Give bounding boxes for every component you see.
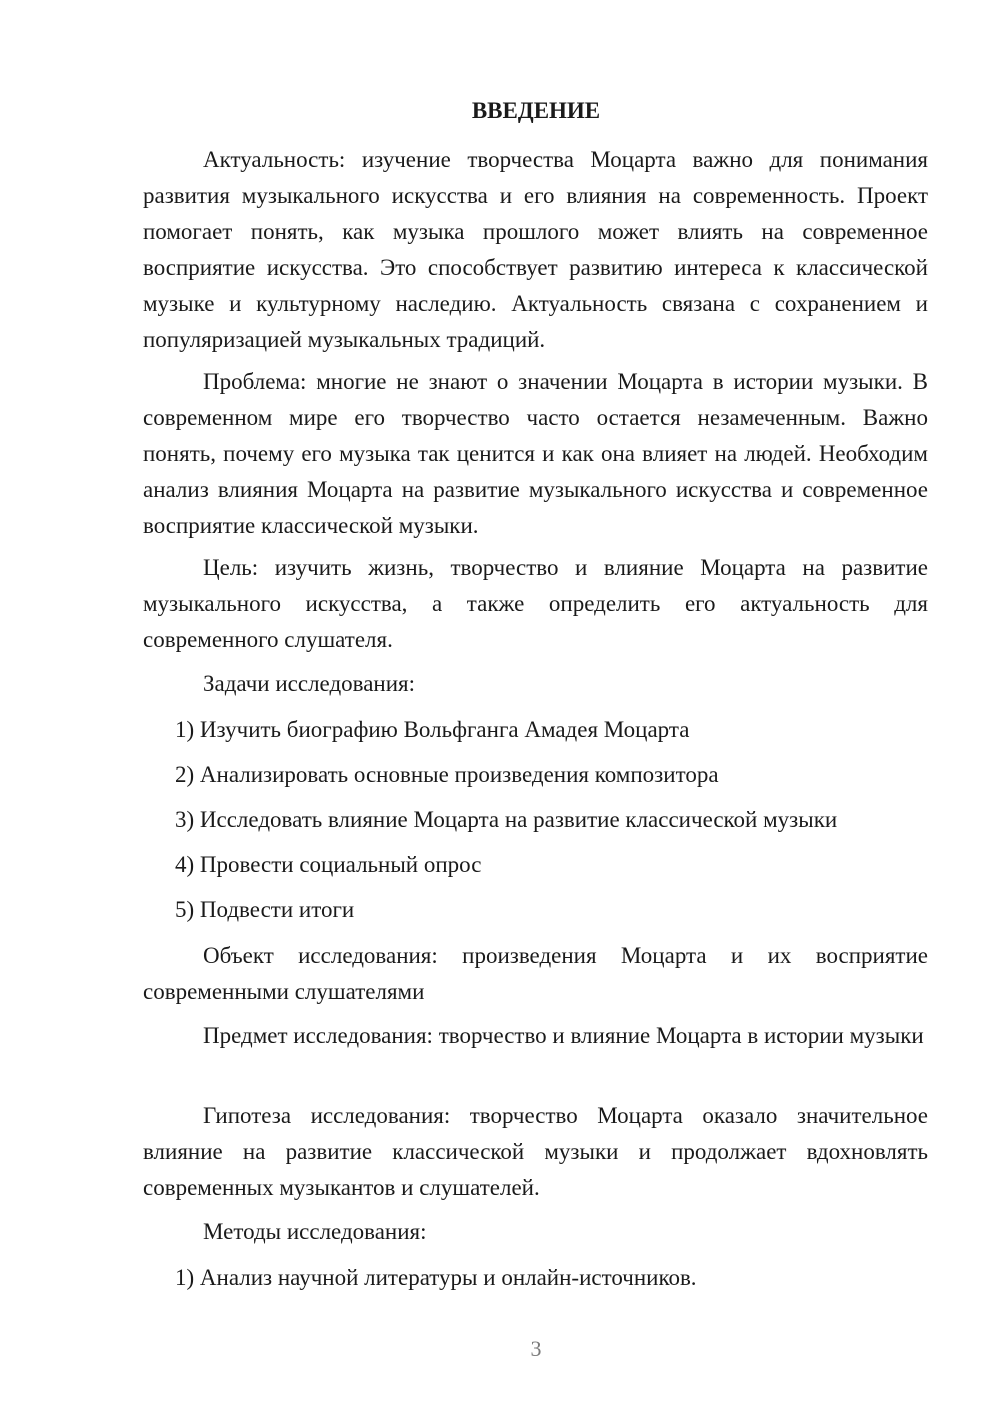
paragraph-relevance: Актуальность: изучение творчества Моцарта важно для понимания развития музыкального искусства и его влияния на современность. Проект помогает понять, как музыка прошлого может влиять на современное восприятие искусства. Это способствует развитию интереса к классической музыке и культурному наследию. Актуальность связана с сохранением и популяризацией музыкальных традиций. (143, 147, 928, 352)
paragraph-subject: Предмет исследования: творчество и влияние Моцарта в истории музыки (203, 1023, 924, 1048)
list-item: 1) Анализ научной литературы и онлайн-источников. (175, 1265, 697, 1290)
list-item: 1) Изучить биографию Вольфганга Амадея Моцарта (175, 717, 690, 742)
page-number: 3 (530, 1336, 542, 1361)
list-item: 2) Анализировать основные произведения композитора (175, 762, 719, 787)
list-item: 4) Провести социальный опрос (175, 852, 482, 877)
methods-heading: Методы исследования: (203, 1219, 427, 1244)
list-item: 5) Подвести итоги (175, 897, 355, 922)
paragraph-problem: Проблема: многие не знают о значении Моцарта в истории музыки. В современном мире его творчество часто остается незамеченным. Важно понять, почему его музыка так ценится и как она влияет на людей. Необходим анализ влияния Моцарта на развитие музыкального искусства и современное восприятие классической музыки. (143, 369, 928, 538)
paragraph-hypothesis: Гипотеза исследования: творчество Моцарта оказало значительное влияние на развитие классической музыки и продолжает вдохновлять современных музыкантов и слушателей. (143, 1103, 928, 1200)
list-item: 3) Исследовать влияние Моцарта на развитие классической музыки (175, 807, 838, 832)
page-title: ВВЕДЕНИЕ (471, 98, 601, 123)
tasks-heading: Задачи исследования: (203, 671, 416, 696)
paragraph-goal: Цель: изучить жизнь, творчество и влияние Моцарта на развитие музыкального искусства, а также определить его актуальность для современного слушателя. (143, 555, 928, 652)
paragraph-object: Объект исследования: произведения Моцарта и их восприятие современными слушателями (143, 943, 928, 1004)
